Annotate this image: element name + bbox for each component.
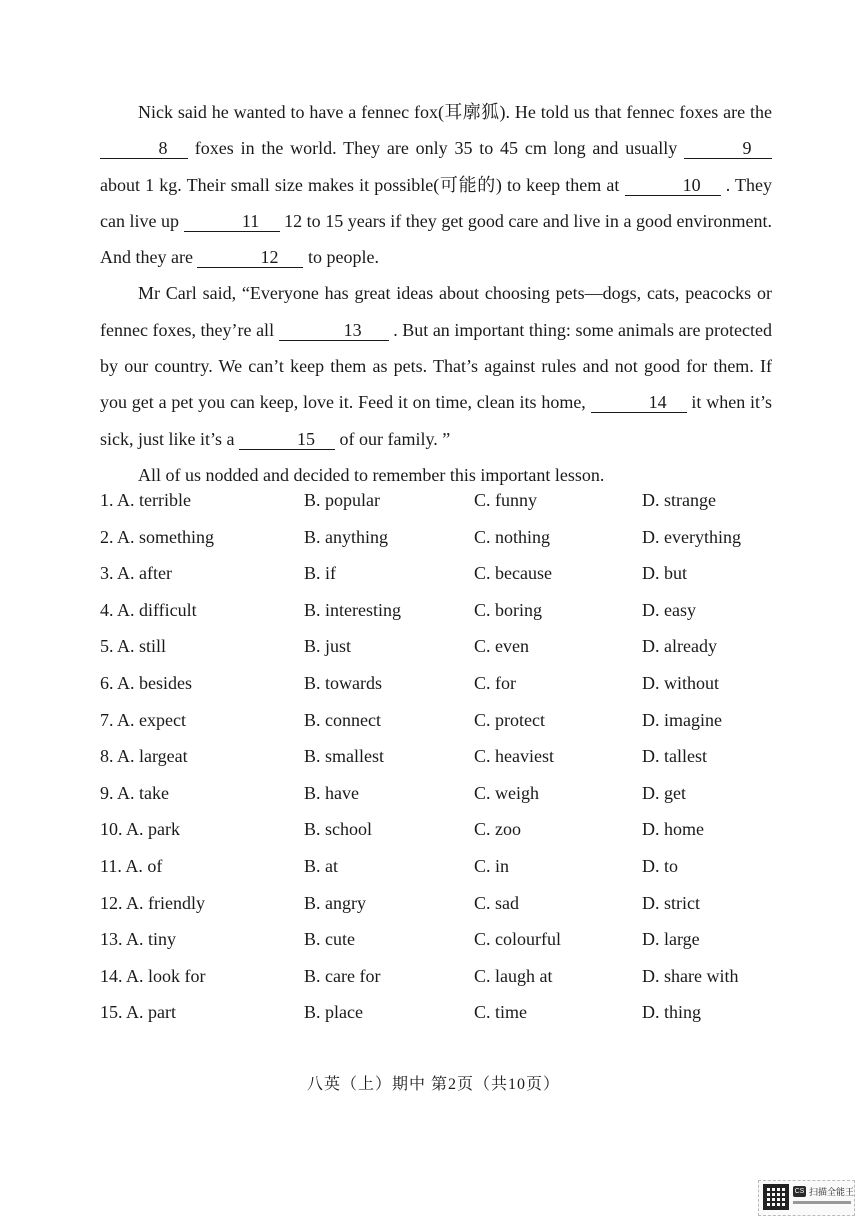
option-c: C. for [474, 672, 516, 693]
option-row-12 [100, 893, 800, 930]
option-c: C. funny [474, 490, 537, 510]
blank-9: 9 [684, 139, 772, 159]
option-row-4 [100, 600, 800, 637]
option-a: 3. A. after [100, 563, 172, 584]
option-b: B. popular [304, 490, 380, 510]
option-b: B. anything [304, 526, 388, 547]
option-row-13 [100, 929, 800, 966]
option-c: C. nothing [474, 526, 551, 547]
option-d: D. home [642, 819, 704, 840]
option-a: 6. A. besides [100, 672, 192, 693]
option-c: C. colourful [474, 929, 561, 950]
text-segment: 12 to 15 years if they get good care and live in a good environment. And they are [100, 210, 773, 268]
option-a: 5. A. still [100, 636, 167, 657]
blank-12: 12 [197, 248, 303, 268]
scanner-watermark [758, 1180, 855, 1216]
blank-13: 13 [279, 321, 389, 341]
text-segment: Nick said he wanted to have a fennec fox(耳廓狐). He told us that fennec foxes are the [138, 102, 772, 122]
option-row-6 [100, 673, 800, 710]
option-a: 13. A. tiny [100, 929, 177, 950]
option-row-3 [100, 563, 800, 600]
text-segment: to people. [307, 247, 379, 268]
answer-options [100, 490, 800, 1039]
option-d: D. get [642, 782, 686, 803]
option-b: B. interesting [304, 599, 401, 620]
option-b: B. care for [304, 965, 381, 986]
option-b: B. just [304, 636, 352, 657]
option-b: B. smallest [304, 746, 384, 767]
option-a: 1. A. terrible [100, 490, 191, 510]
blank-15: 15 [239, 430, 335, 450]
text-segment: Mr Carl said, “Everyone has great ideas about choosing pets—dogs, cats, peacocks or fennec foxes, they’re all [100, 283, 772, 340]
option-c: C. sad [474, 892, 519, 913]
watermark-subline [793, 1201, 851, 1204]
option-c: C. time [474, 1002, 527, 1023]
option-a: 2. A. something [100, 526, 215, 547]
option-a: 15. A. part [100, 1002, 176, 1023]
option-d: D. everything [642, 526, 741, 547]
blank-14: 14 [591, 393, 687, 413]
option-d: D. to [642, 855, 678, 876]
camscanner-badge: CS [794, 1188, 805, 1195]
cloze-passage [100, 94, 772, 493]
option-row-1 [100, 490, 800, 527]
option-row-11 [100, 856, 800, 893]
option-d: D. tallest [642, 746, 707, 767]
option-d: D. already [642, 636, 717, 657]
option-d: D. without [642, 672, 720, 693]
option-d: D. imagine [642, 709, 722, 730]
option-a: 11. A. of [100, 855, 163, 876]
blank-8: 8 [100, 139, 188, 159]
page-footer: 八英（上）期中 第2页（共10页） [306, 1076, 560, 1093]
option-a: 9. A. take [100, 782, 169, 803]
option-a: 10. A. park [100, 819, 180, 840]
option-c: C. because [474, 563, 552, 584]
camscanner-name: 扫描全能王 [809, 1188, 855, 1198]
option-b: B. if [304, 563, 337, 584]
paragraph-2 [100, 275, 772, 456]
option-d: D. strange [642, 490, 716, 510]
option-row-15 [100, 1002, 800, 1039]
option-b: B. connect [304, 709, 381, 730]
option-row-2 [100, 527, 800, 564]
option-b: B. towards [304, 672, 382, 693]
option-d: D. strict [642, 892, 700, 913]
option-b: B. cute [304, 929, 355, 950]
option-b: B. school [304, 819, 373, 840]
option-b: B. angry [304, 892, 366, 913]
text-segment: . But an important thing: some animals are protected by our country. We can’t keep them as pets. That’s against rules and not good for them. If you get a pet you can keep, love it. Feed it on time, clean its home, [100, 319, 773, 413]
option-b: B. place [304, 1002, 363, 1023]
option-b: B. at [304, 855, 338, 876]
option-c: C. in [474, 855, 510, 876]
option-d: D. thing [642, 1002, 702, 1023]
blank-10: 10 [625, 176, 721, 196]
option-a: 8. A. largeat [100, 746, 188, 767]
qr-code-icon [763, 1184, 789, 1210]
option-row-8 [100, 746, 800, 783]
option-d: D. share with [642, 965, 739, 986]
blank-11: 11 [184, 212, 280, 232]
option-row-10 [100, 819, 800, 856]
option-c: C. laugh at [474, 965, 553, 986]
option-row-7 [100, 710, 800, 747]
text-segment: foxes in the world. They are only 35 to 45 cm long and usually [194, 138, 678, 159]
option-c: C. boring [474, 599, 543, 620]
option-c: C. zoo [474, 819, 521, 840]
text-segment: it when it’s sick, just like it’s a [100, 392, 772, 449]
option-d: D. easy [642, 599, 696, 620]
paragraph-1 [100, 94, 772, 275]
text-segment: about 1 kg. Their small size makes it possible(可能的) to keep them at [100, 174, 620, 195]
paragraph-3: All of us nodded and decided to remember this important lesson. [138, 464, 605, 485]
option-row-9 [100, 783, 800, 820]
option-row-14 [100, 966, 800, 1003]
option-row-5 [100, 636, 800, 673]
option-a: 12. A. friendly [100, 892, 205, 913]
option-d: D. large [642, 929, 700, 950]
option-c: C. weigh [474, 782, 539, 803]
text-segment: of our family. ” [339, 428, 451, 449]
option-a: 14. A. look for [100, 965, 206, 986]
text-segment: . They can live up [100, 174, 773, 231]
option-a: 4. A. difficult [100, 599, 197, 620]
option-a: 7. A. expect [100, 709, 186, 730]
option-d: D. but [642, 563, 687, 584]
option-c: C. heaviest [474, 746, 554, 767]
option-c: C. even [474, 636, 529, 657]
option-b: B. have [304, 782, 359, 803]
option-c: C. protect [474, 709, 545, 730]
